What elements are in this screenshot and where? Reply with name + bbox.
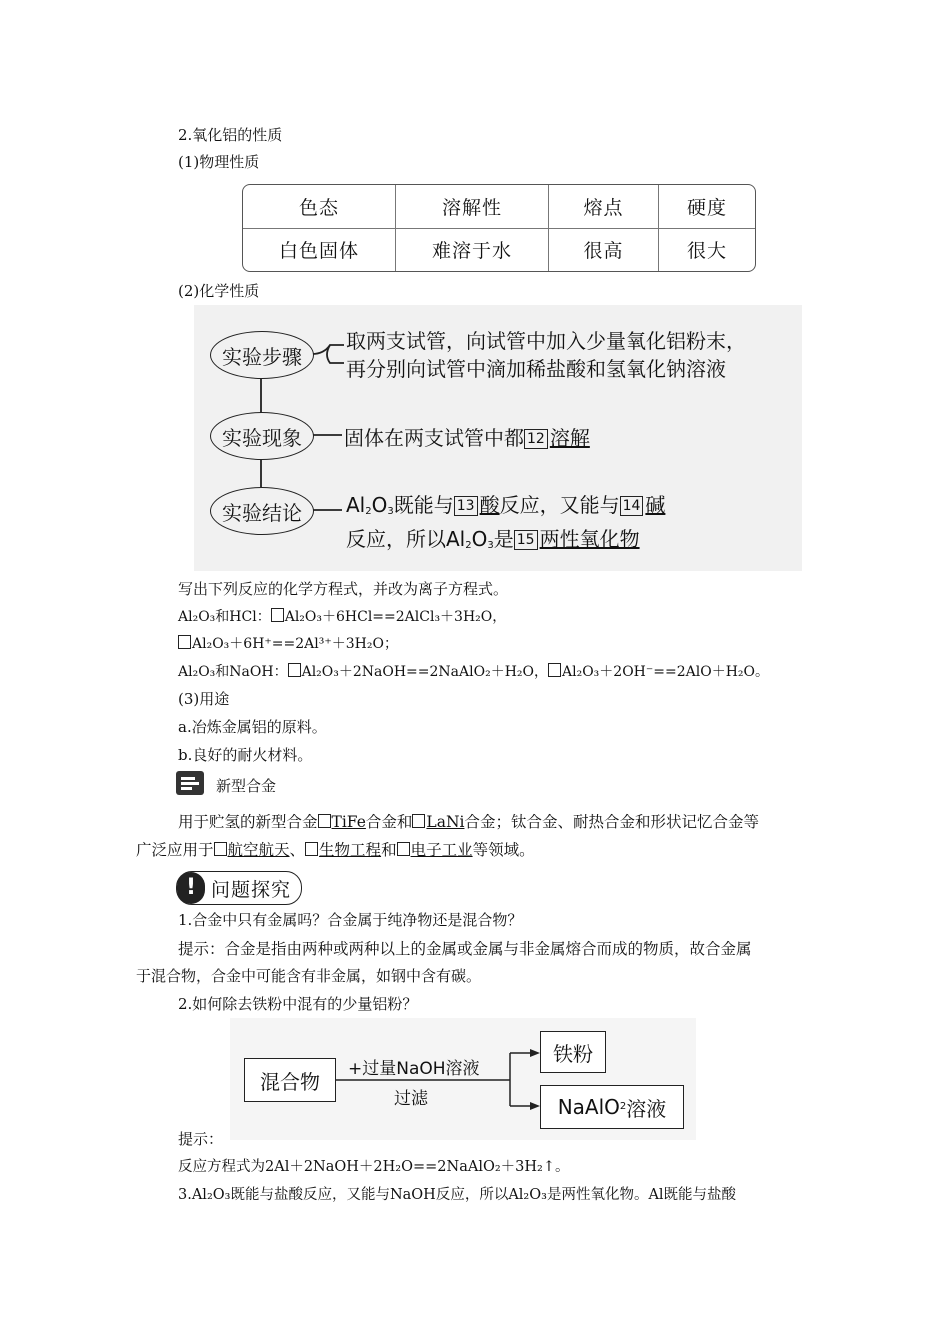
- equation-line-1: [178, 606, 506, 626]
- exclamation-icon: !: [177, 872, 205, 904]
- equation: Al₂O₃＋6HCl==2AlCl₃＋3H₂O，: [284, 609, 507, 625]
- blank-box-icon: [214, 842, 227, 856]
- physical-properties-table: [242, 184, 756, 272]
- answer-1-line2: 于混合物，合金中可能含有非金属，如钢中含有碳。: [136, 967, 482, 985]
- formula-part: O: [471, 527, 488, 551]
- blank-box-icon: [412, 814, 425, 828]
- equation: Al₂O₃＋6H⁺==2Al³⁺＋3H₂O；: [192, 636, 398, 652]
- conclusion-oval: 实验结论: [210, 487, 314, 535]
- mixture-box: 混合物: [244, 1058, 336, 1102]
- equation-line-2: [178, 633, 398, 653]
- alloy-answer: 生物工程: [319, 841, 382, 859]
- blank-box-icon: [178, 635, 191, 649]
- conclusion-text: 反应，又能与: [499, 493, 620, 517]
- steps-text-line2: 再分别向试管中滴加稀盐酸和氢氧化钠溶液: [346, 357, 726, 381]
- section-heading: 2.氧化铝的性质: [178, 126, 283, 144]
- alloy-text: 等领域。: [472, 841, 535, 859]
- table-header-row: [243, 185, 755, 229]
- blank-box-icon: [548, 663, 561, 677]
- reaction-equation: 反应方程式为2Al＋2NaOH＋2H₂O==2NaAlO₂＋3H₂↑。: [178, 1159, 570, 1175]
- formula-subscript: 3: [387, 506, 394, 517]
- question-3: 3.Al₂O₃既能与盐酸反应，又能与NaOH反应，所以Al₂O₃是两性氧化物。Al既能与盐酸: [178, 1187, 737, 1203]
- alloy-paragraph-line1: [178, 810, 759, 832]
- alloy-answer: 航空航天: [227, 841, 290, 859]
- conclusion-text: 反应，所以: [346, 527, 446, 551]
- use-item: b.良好的耐火材料。: [178, 746, 313, 764]
- alloy-text: 广泛应用于: [136, 841, 214, 859]
- alloy-text: 用于贮氢的新型合金: [178, 813, 318, 831]
- table-header-cell: 色态: [243, 185, 396, 229]
- alloy-text: 合金和: [365, 813, 413, 831]
- conclusion-line2: [346, 523, 640, 552]
- formula-subscript: 3: [487, 540, 494, 551]
- alloy-title: 新型合金: [216, 777, 277, 795]
- inquiry-title: 问题探究: [211, 879, 292, 901]
- phenomenon-oval: 实验现象: [210, 412, 314, 460]
- flow-formula: NaAlO: [557, 1095, 620, 1119]
- section-list-icon: [176, 771, 204, 795]
- equations-intro: 写出下列反应的化学方程式，并改为离子方程式。: [178, 580, 509, 598]
- iron-powder-box: 铁粉: [540, 1031, 606, 1073]
- table-cell: 难溶于水: [396, 229, 549, 271]
- table-header-cell: 熔点: [549, 185, 659, 229]
- equation-line-3: [178, 661, 769, 681]
- alloy-answer: 电子工业: [410, 841, 473, 859]
- conclusion-text: 既能与: [393, 493, 454, 517]
- answer-1-line1: 提示：合金是指由两种或两种以上的金属或金属与非金属熔合而成的物质，故合金属: [178, 940, 752, 958]
- blank-box-icon: [288, 663, 301, 677]
- alloy-answer: LaNi: [426, 813, 465, 831]
- hint-label: 提示：: [178, 1130, 224, 1148]
- chemical-properties-title: (2)化学性质: [178, 282, 260, 300]
- experiment-diagram: [194, 305, 802, 571]
- sodium-aluminate-box: NaAlO 2 溶液: [540, 1085, 684, 1129]
- phenomenon-answer: 溶解: [549, 426, 590, 450]
- question-1: 1.合金中只有金属吗？合金属于纯净物还是混合物？: [178, 911, 523, 929]
- equation: Al₂O₃＋2NaOH==2NaAlO₂＋H₂O，: [301, 664, 548, 680]
- inquiry-banner: [176, 871, 302, 905]
- reagent-label: +过量NaOH溶液: [348, 1059, 480, 1079]
- alloy-text: 、: [289, 841, 306, 859]
- use-item: a.冶炼金属铝的原料。: [178, 718, 327, 736]
- amphoteric-answer: 两性氧化物: [539, 527, 640, 551]
- steps-oval: 实验步骤: [210, 331, 314, 379]
- uses-title: (3)用途: [178, 690, 230, 708]
- equation-label: Al₂O₃和NaOH：: [178, 664, 288, 680]
- blank-box-icon: [397, 842, 410, 856]
- acid-answer: 酸: [479, 493, 500, 517]
- alloy-paragraph-line2: [136, 838, 535, 860]
- blank-number-14: 14: [620, 496, 644, 516]
- formula-part: Al: [346, 493, 366, 517]
- table-header-cell: 硬度: [659, 185, 755, 229]
- table-row: [243, 229, 755, 271]
- conclusion-text: 是: [493, 527, 514, 551]
- formula-subscript: 2: [365, 506, 372, 517]
- operation-label: 过滤: [394, 1089, 428, 1109]
- conclusion-line1: [346, 489, 665, 518]
- blank-box-icon: [318, 814, 331, 828]
- formula-subscript: 2: [465, 540, 472, 551]
- blank-box-icon: [271, 608, 284, 622]
- steps-text-line1: 取两支试管，向试管中加入少量氧化铝粉末，: [346, 329, 746, 353]
- table-cell: 很高: [549, 229, 659, 271]
- question-2: 2.如何除去铁粉中混有的少量铝粉？: [178, 995, 418, 1013]
- separation-flow-diagram: [230, 1018, 696, 1140]
- phenomenon-prefix: 固体在两支试管中都: [344, 426, 524, 450]
- blank-number-13: 13: [454, 496, 478, 516]
- physical-properties-title: (1)物理性质: [178, 153, 260, 171]
- formula-part: O: [371, 493, 388, 517]
- blank-box-icon: [305, 842, 318, 856]
- alloy-text: 合金；钛合金、耐热合金和形状记忆合金等: [464, 813, 759, 831]
- phenomenon-text: [344, 422, 590, 451]
- table-cell: 白色固体: [243, 229, 396, 271]
- blank-number-12: 12: [524, 429, 548, 449]
- flow-formula: 溶液: [626, 1096, 667, 1121]
- equation: Al₂O₃＋2OH⁻==2AlO＋H₂O。: [562, 664, 770, 680]
- blank-number-15: 15: [514, 530, 538, 550]
- alloy-answer: TiFe: [331, 813, 366, 831]
- table-cell: 很大: [686, 240, 727, 263]
- alloy-text: 和: [381, 841, 397, 859]
- formula-part: Al: [446, 527, 466, 551]
- table-header-cell: 溶解性: [396, 185, 549, 229]
- base-answer: 碱: [645, 493, 666, 517]
- equation-label: Al₂O₃和HCl：: [178, 609, 271, 625]
